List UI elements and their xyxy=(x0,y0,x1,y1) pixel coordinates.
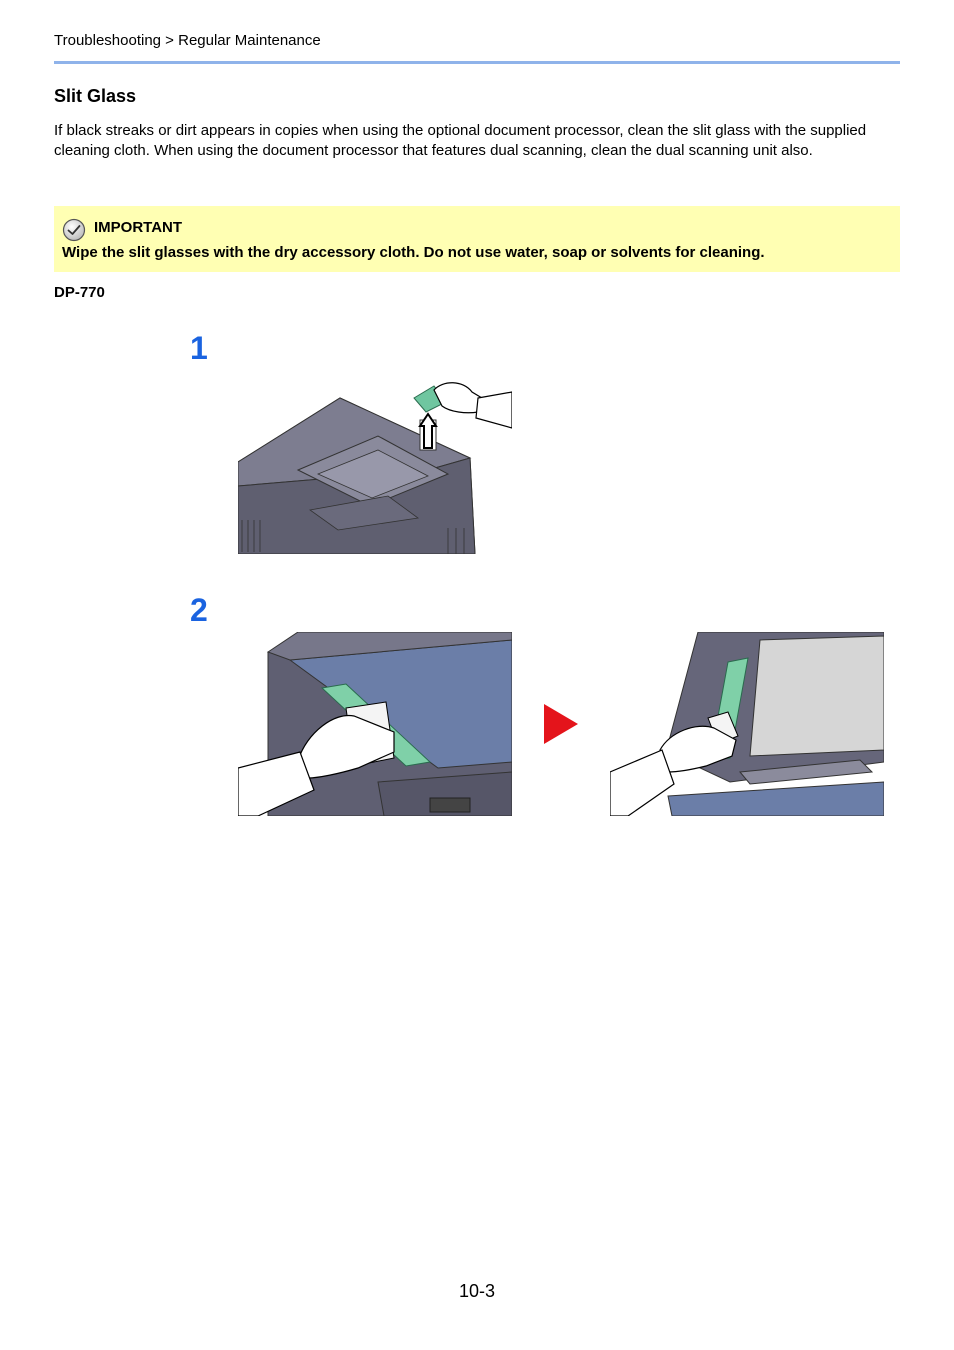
next-step-arrow-icon xyxy=(544,704,578,744)
step2-illustration-wipe xyxy=(238,632,512,816)
section-title: Slit Glass xyxy=(54,86,137,106)
breadcrumb: Troubleshooting > Regular Maintenance xyxy=(54,32,321,49)
header-rule xyxy=(54,61,900,64)
step-number-2: 2 xyxy=(190,592,208,628)
page-number: 10-3 xyxy=(458,1281,496,1301)
important-callout xyxy=(54,206,900,272)
checkmark-circle-icon xyxy=(62,218,86,242)
important-label: IMPORTANT xyxy=(94,219,183,236)
important-text: Wipe the slit glasses with the dry accessory cloth. Do not use water, soap or solvents for cleaning. xyxy=(62,244,765,261)
step2-illustration-underside xyxy=(610,632,884,816)
step1-illustration xyxy=(238,378,512,554)
intro-paragraph: If black streaks or dirt appears in copies when using the optional document processor, clean the slit glass with the supplied cleaning cloth. When using the document processor that features dual scanning, clean the dual scanning unit also. xyxy=(54,122,867,159)
model-label: DP-770 xyxy=(54,284,105,301)
step-number-1: 1 xyxy=(190,330,208,366)
